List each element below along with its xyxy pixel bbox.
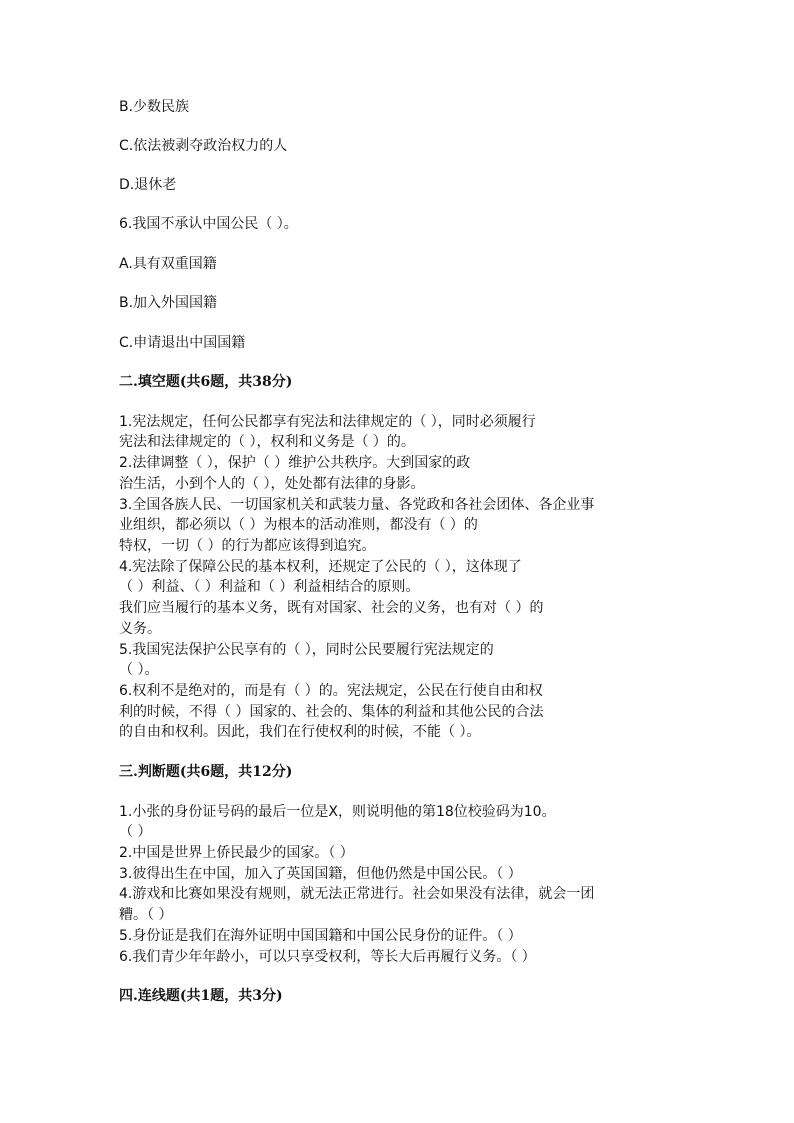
fill-line: 特权，一切（ ）的行为都应该得到追究。 (119, 538, 376, 554)
fill-line: （ ）。 (119, 662, 159, 678)
fill-line: 我们应当履行的基本义务，既有对国家、社会的义务，也有对（ ）的 (119, 600, 544, 616)
judge-line: （ ） (119, 824, 152, 840)
judge-line: 5.身份证是我们在海外证明中国国籍和中国公民身份的证件。（ ） (119, 928, 522, 944)
section-4-heading: 四.连线题(共1题，共3分) (119, 988, 283, 1004)
judge-line: 3.彼得出生在中国，加入了英国国籍，但他仍然是中国公民。（ ） (119, 866, 522, 882)
judge-line: 糟。（ ） (119, 907, 173, 923)
judge-line: 4.游戏和比赛如果没有规则，就无法正常进行。社会如果没有法律，就会一团 (119, 886, 595, 902)
option-q5-b: B.少数民族 (119, 99, 190, 115)
fill-line: 1.宪法规定，任何公民都享有宪法和法律规定的（ ），同时必须履行 (119, 414, 536, 430)
fill-line: 5.我国宪法保护公民享有的（ ），同时公民要履行宪法规定的 (119, 642, 494, 658)
fill-line: 的自由和权利。因此，我们在行使权利的时候，不能（ ）。 (119, 724, 481, 740)
judge-line: 2.中国是世界上侨民最少的国家。（ ） (119, 845, 354, 861)
fill-line: 治生活，小到个人的（ ），处处都有法律的身影。 (119, 476, 425, 492)
section-2-heading: 二.填空题(共6题，共38分) (119, 374, 293, 390)
option-q6-c: C.申请退出中国国籍 (119, 335, 246, 351)
section-3-heading: 三.判断题(共6题，共12分) (119, 764, 293, 780)
judge-line: 6.我们青少年年龄小，可以只享受权利，等长大后再履行义务。（ ） (119, 949, 536, 965)
option-q6-b: B.加入外国国籍 (119, 295, 218, 311)
option-q6-a: A.具有双重国籍 (119, 256, 217, 272)
option-q5-c: C.依法被剥夺政治权力的人 (119, 138, 288, 154)
fill-line: 业组织，都必须以（ ）为根本的活动准则，都没有（ ）的 (119, 517, 478, 533)
fill-line: 3.全国各族人民、一切国家机关和武装力量、各党政和各社会团体、各企业事 (119, 497, 595, 513)
fill-line: 6.权利不是绝对的，而是有（ ）的。宪法规定，公民在行使自由和权 (119, 683, 543, 699)
fill-line: 利的时候，不得（ ）国家的、社会的、集体的利益和其他公民的合法 (119, 704, 544, 720)
question-6: 6.我国不承认中国公民（ ）。 (119, 216, 298, 232)
fill-line: 宪法和法律规定的（ ），权利和义务是（ ）的。 (119, 434, 415, 450)
fill-line: （ ）利益、（ ）利益和（ ）利益相结合的原则。 (119, 579, 420, 595)
option-q5-d: D.退休老 (119, 177, 177, 193)
fill-line: 4.宪法除了保障公民的基本权利，还规定了公民的（ ），这体现了 (119, 559, 522, 575)
fill-line: 2.法律调整（ ），保护（ ）维护公共秩序。大到国家的政 (119, 455, 471, 471)
fill-line: 义务。 (119, 621, 161, 637)
judge-line: 1.小张的身份证号码的最后一位是X，则说明他的第18位校验码为10。 (119, 804, 556, 820)
